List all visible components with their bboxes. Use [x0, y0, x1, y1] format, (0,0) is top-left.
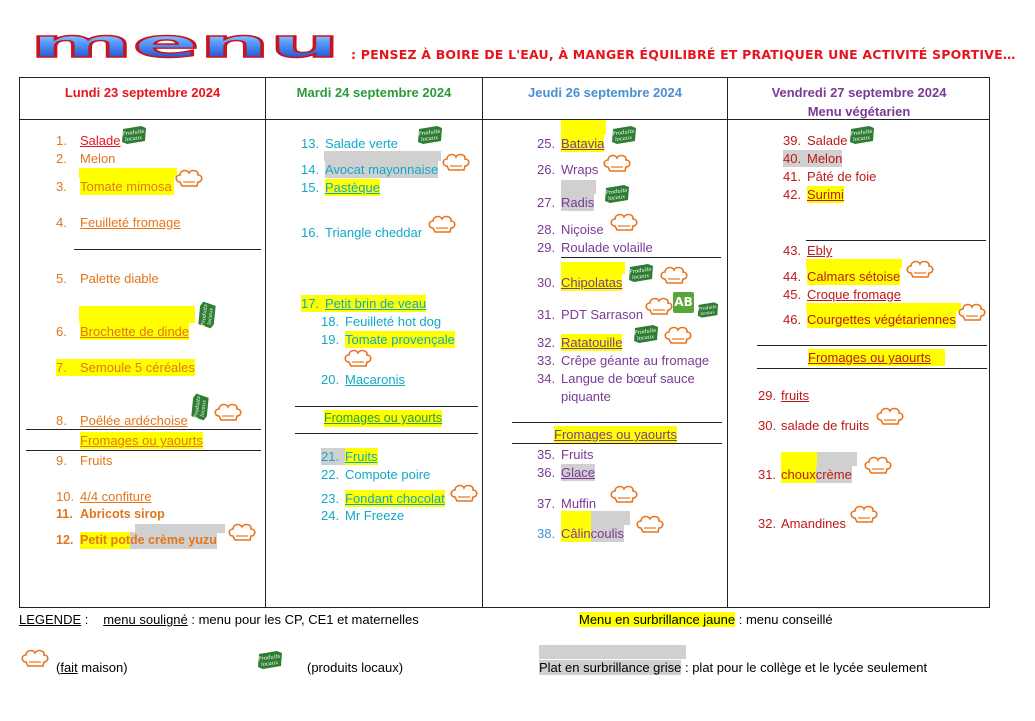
list-item: 44. Calmars sétoise [783, 269, 901, 284]
chef-hat-icon [609, 212, 639, 232]
list-item: 2. Melon [56, 151, 116, 166]
section-label: Fromages ou yaourts [324, 411, 443, 425]
chef-hat-icon [659, 265, 689, 285]
produits-locaux-icon [417, 125, 443, 145]
chef-hat-icon [227, 522, 257, 542]
day-header-tuesday: Mardi 24 septembre 2024 [296, 85, 452, 100]
list-item: 18. Feuilleté hot dog [321, 314, 442, 329]
chef-hat-icon [449, 483, 479, 503]
highlight [591, 511, 630, 525]
column-divider [727, 77, 728, 608]
highlight [806, 303, 961, 311]
highlight [561, 180, 596, 194]
list-item: 38. Câlincoulis [537, 526, 624, 541]
list-item: 13. Salade verte [301, 136, 398, 151]
highlight [135, 524, 225, 533]
chef-hat-icon [20, 648, 50, 668]
list-item: 4. Feuilleté fromage [56, 215, 181, 230]
separator [295, 406, 478, 407]
list-item: 3. Tomate mimosa [56, 179, 172, 194]
highlight [781, 452, 817, 466]
separator [512, 443, 722, 444]
separator [806, 240, 986, 241]
day-header-monday: Lundi 23 septembre 2024 [64, 85, 221, 100]
list-item: 33. Crêpe géante au fromage [537, 353, 710, 368]
list-item: 32. Amandines [758, 516, 847, 531]
highlight [561, 511, 591, 525]
legend-title: LEGENDE [19, 612, 82, 627]
list-item: 7. Semoule 5 céréales [56, 360, 195, 375]
produits-locaux-icon [604, 184, 630, 204]
section-label: Fromages ou yaourts [554, 427, 677, 442]
list-item: 31. chouxcrème [758, 467, 852, 482]
column-divider [265, 77, 266, 608]
produits-locaux-icon [257, 650, 283, 670]
list-item: 34. Langue de bœuf sauce [537, 371, 695, 386]
day-header-friday [728, 83, 990, 121]
list-item: 32. Ratatouille [537, 335, 623, 350]
list-item: 5. Palette diable [56, 271, 159, 286]
list-item: 24. Mr Freeze [321, 508, 405, 523]
separator [74, 249, 261, 250]
legend-row-1: LEGENDE : menu souligné : menu pour les CP, CE1 et maternelles [19, 612, 419, 627]
chef-hat-icon [905, 259, 935, 279]
highlight [79, 306, 195, 323]
list-item: 46. Courgettes végétariennes [783, 312, 956, 327]
section-label: Fromages ou yaourts [808, 349, 945, 366]
highlight [817, 452, 857, 466]
separator [26, 450, 261, 451]
chef-hat-icon [957, 302, 987, 322]
list-item: 6. Brochette de dinde [56, 324, 190, 339]
chef-hat-icon [875, 406, 905, 426]
menu-logo [28, 30, 343, 60]
produits-locaux-icon [628, 263, 654, 283]
chef-hat-icon [213, 402, 243, 422]
produits-locaux-icon [633, 324, 659, 344]
list-item: 40. Melon [783, 151, 843, 166]
list-item: 28. Niçoise [537, 222, 604, 237]
section-label: Fromages ou yaourts [80, 433, 203, 448]
chef-hat-icon [663, 325, 693, 345]
separator [512, 422, 722, 423]
list-item: 10. 4/4 confiture [56, 489, 152, 504]
chef-hat-icon [609, 484, 639, 504]
agriculture-biologique-icon: AB [673, 292, 694, 313]
day-header-friday-date: Vendredi 27 septembre 2024 [771, 85, 947, 100]
separator [295, 433, 478, 434]
legend-produits-locaux: (produits locaux) [307, 660, 404, 675]
list-item: 21. Fruits [321, 449, 378, 464]
list-item: 43. Ebly [783, 243, 833, 258]
chef-hat-icon [441, 152, 471, 172]
list-item: 9. Fruits [56, 453, 113, 468]
legend-yellow: Menu en surbrillance jaune : menu conseillé [579, 612, 833, 627]
list-item: 14. Avocat mayonnaise [301, 162, 439, 177]
separator [757, 368, 987, 369]
list-item: 37. Muffin [537, 496, 597, 511]
chef-hat-icon [427, 214, 457, 234]
list-item: 16. Triangle cheddar [301, 225, 423, 240]
highlight [324, 151, 441, 161]
list-item: 27. Radis [537, 195, 595, 210]
list-item: 29. fruits [758, 388, 810, 403]
legend-grey: Plat en surbrillance grise : plat pour le collège et le lycée seulement [539, 660, 928, 675]
list-item: 45. Croque fromage [783, 287, 901, 302]
list-item: 8. Poêlée ardéchoise [56, 413, 188, 428]
list-item: 23. Fondant chocolat [321, 491, 445, 506]
list-item-continued: piquante [561, 389, 611, 404]
list-item: 11. Abricots sirop [56, 507, 165, 521]
produits-locaux-icon [611, 125, 637, 145]
highlight [539, 645, 686, 659]
chef-hat-icon [863, 455, 893, 475]
list-item: 26. Wraps [537, 162, 599, 177]
produits-locaux-icon [697, 300, 719, 320]
tagline: : PENSEZ À BOIRE DE L'EAU, À MANGER ÉQUILIBRÉ ET PRATIQUER UNE ACTIVITÉ SPORTIVE… [351, 47, 1016, 62]
chef-hat-icon [635, 514, 665, 534]
list-item: 22. Compote poire [321, 467, 431, 482]
list-item: 15. Pastèque [301, 180, 380, 195]
legend-fait-maison: (fait maison) [56, 660, 128, 675]
list-item: 35. Fruits [537, 447, 594, 462]
list-item: 39. Salade [783, 133, 848, 148]
list-item: 36. Glace [537, 465, 595, 480]
highlight [561, 262, 625, 274]
highlight [79, 168, 177, 178]
separator [561, 257, 721, 258]
chef-hat-icon [849, 504, 879, 524]
list-item: 41. Pâté de foie [783, 169, 877, 184]
column-divider [482, 77, 483, 608]
list-item: 30. salade de fruits [758, 418, 870, 433]
chef-hat-icon [644, 296, 674, 316]
list-item: 12. Petit potde crème yuzu [56, 533, 217, 547]
list-item: 42. Surimi [783, 187, 844, 202]
chef-hat-icon [174, 168, 204, 188]
list-item: 29. Roulade volaille [537, 240, 653, 255]
list-item: 31. PDT Sarrason [537, 307, 644, 322]
separator [757, 345, 987, 346]
chef-hat-icon [602, 153, 632, 173]
day-header-friday-sub: Menu végétarien [807, 104, 911, 119]
list-item: 30. Chipolatas [537, 275, 623, 290]
list-item: 19. Tomate provençale [321, 332, 455, 347]
produits-locaux-icon [849, 125, 875, 145]
list-item: 20. Macaronis [321, 372, 405, 387]
legend-underline: menu souligné [103, 612, 188, 627]
list-item: 1. Salade [56, 133, 121, 148]
highlight [561, 120, 606, 135]
chef-hat-icon [343, 348, 373, 368]
list-item: 17. Petit brin de veau [301, 296, 427, 311]
highlight [806, 259, 902, 268]
separator [26, 429, 261, 430]
produits-locaux-icon [121, 125, 147, 145]
day-header-thursday: Jeudi 26 septembre 2024 [528, 85, 682, 100]
list-item: 25. Batavia [537, 136, 605, 151]
svg-text:menu: menu [30, 30, 340, 60]
